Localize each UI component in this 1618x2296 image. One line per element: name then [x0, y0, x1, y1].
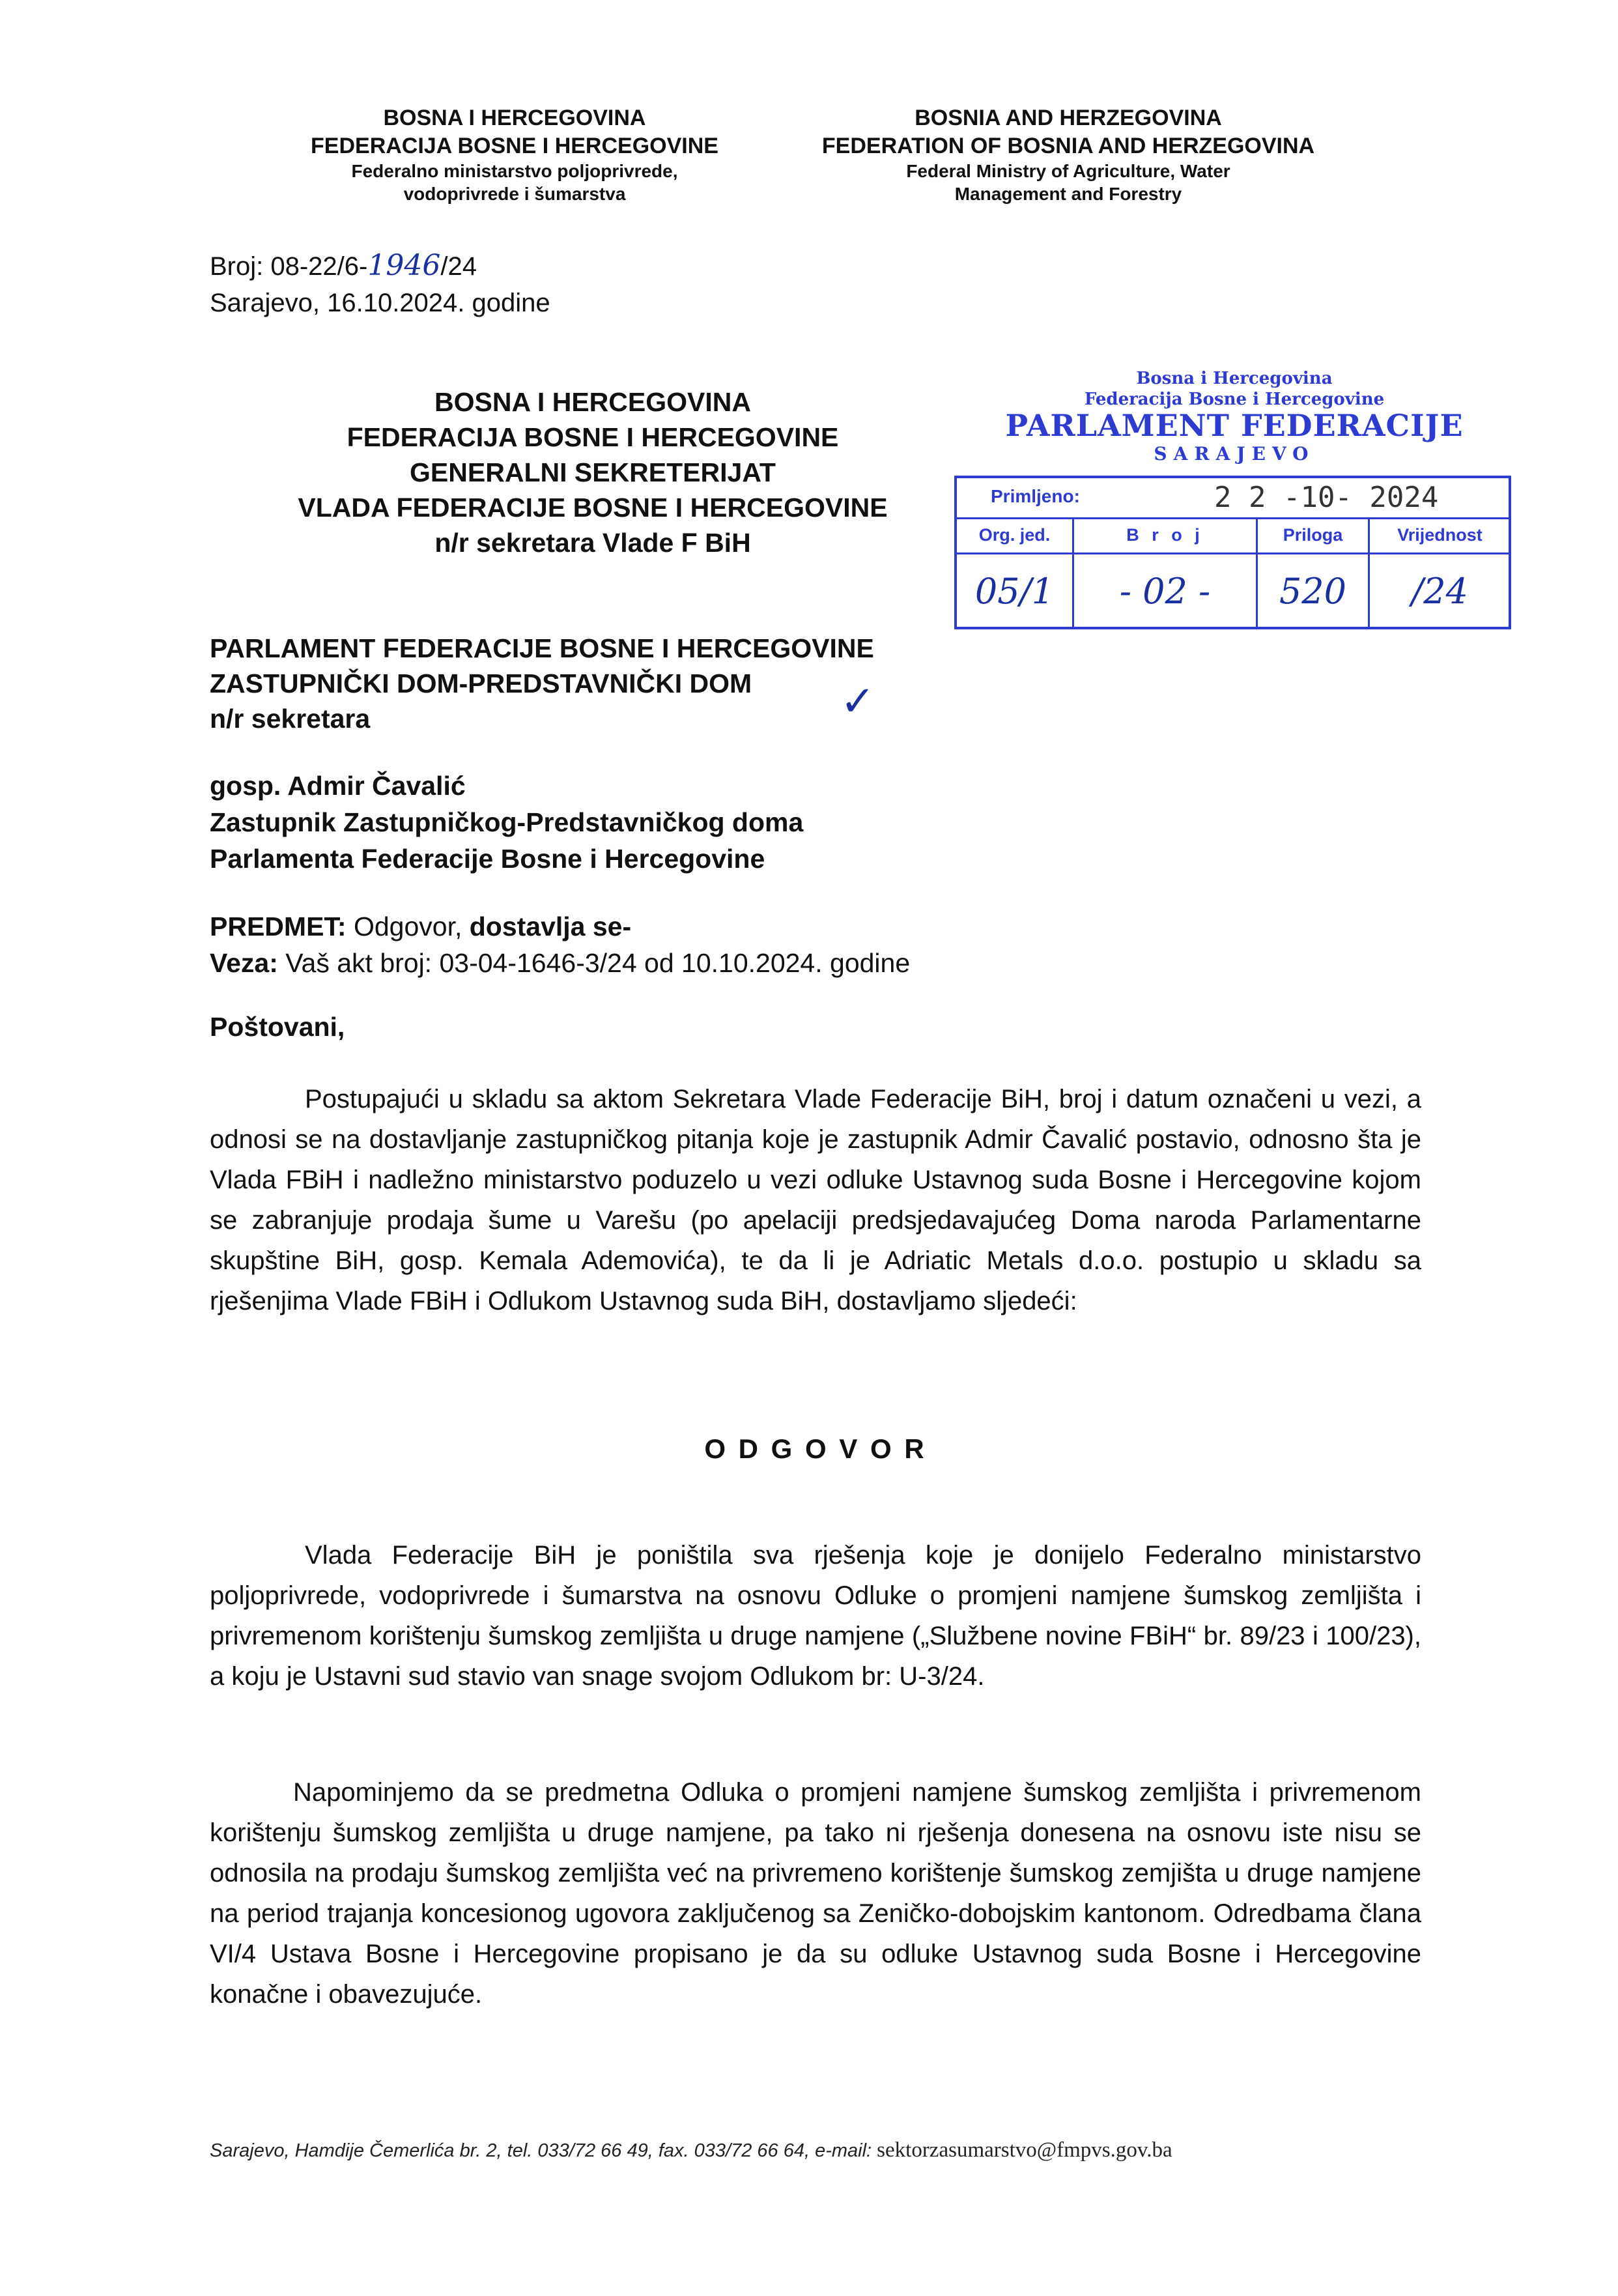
- stamp-table: [954, 476, 1511, 629]
- stamp-col-org: Org. jed.: [957, 517, 1074, 552]
- stamp-col-vrijednost: Vrijednost: [1397, 524, 1483, 545]
- stamp-line4: SARAJEVO: [1154, 443, 1315, 465]
- paragraph-answer-1: Vlada Federacije BiH je poništila sva rješenja koje je donijelo Federalno ministarstvo poljoprivrede, vodoprivrede i šumarstva na osnovu Odluke o promjeni namjene šumskog zemljišta i privremenom korištenju šumskog zemljišta u druge namjene („Službene novine FBiH“ br. 89/23 i 100/23), a koju je Ustavni sud stavio van snage svojom Odlukom br: U-3/24.: [210, 1541, 1421, 1691]
- stamp-val-broj: - 02 -: [1074, 552, 1258, 629]
- stamp-header-row: [957, 517, 1509, 554]
- odgovor-title: O D G O V O R: [704, 1433, 927, 1464]
- stamp-line1: Bosna i Hercegovina: [1136, 369, 1333, 388]
- recipient-parliament-line2: ZASTUPNIČKI DOM-PREDSTAVNIČKI DOM: [210, 668, 752, 698]
- letterhead-left-line2: FEDERACIJA BOSNE I HERCEGOVINE: [311, 133, 718, 158]
- reference-number-handwritten: 1946: [367, 249, 441, 282]
- letterhead-right: [788, 104, 1348, 205]
- letterhead-right-line1: BOSNIA AND HERZEGOVINA: [915, 106, 1222, 130]
- letterhead-right-line3: Federal Ministry of Agriculture, Water: [906, 161, 1230, 181]
- stamp-col-priloga: Priloga: [1258, 517, 1370, 552]
- stamp-received-row: [957, 478, 1509, 519]
- reference-number-suffix: /24: [440, 252, 477, 281]
- stamp-value-row: [957, 552, 1509, 629]
- subject-predmet-label: PREDMET:: [210, 911, 347, 941]
- subject-predmet: [210, 908, 1447, 945]
- paragraph-intro: Postupajući u skladu sa aktom Sekretara Vlade Federacije BiH, broj i datum označeni u vezi, a odnosi se na dostavljanje zastupničkog pitanja koje je zastupnik Admir Čavalić postavio, odnosno šta je Vlada FBiH i nadležno ministarstvo poduzelo u vezi odluke Ustavnog suda Bosne i Hercegovine kojom se zabranjuje prodaja šume u Varešu (po apelaciji predsjedavajućeg Doma naroda Parlamentarne skupštine BiH, gosp. Kemala Ademovića), te da li je Adriatic Metals d.o.o. postupio u skladu sa rješenjima Vlade FBiH i Odlukom Ustavnog suda BiH, dostavljamo sljedeći:: [210, 1085, 1421, 1315]
- reference-place-date: Sarajevo, 16.10.2024. godine: [210, 289, 550, 317]
- reference-number: [210, 248, 796, 285]
- checkmark-icon: ✓: [840, 678, 875, 726]
- salutation: Poštovani,: [210, 1012, 345, 1042]
- subject-predmet-bold: dostavlja se-: [469, 911, 632, 941]
- paragraph-answer-2: Napominjemo da se predmetna Odluka o promjeni namjene šumskog zemljišta i privremenom korištenju šumskog zemljišta u druge namjene, pa tako ni rješenja donesena na osnovu iste nisu se odnosila na prodaju šumskog zemljišta već na privremeno korištenje šumskog zemjišta u druge namjene na period trajanja koncesionog ugovora zaključenog sa Zeničko-dobojskim kantonom. Odredbama člana VI/4 Ustava Bosne i Hercegovine propisano je da su odluke Ustavnog suda Bosne i Hercegovine konačne i obavezujuće.: [210, 1778, 1421, 2009]
- reference-number-prefix: Broj: 08-22/6-: [210, 252, 368, 281]
- recipient-government-line1: BOSNA I HERCEGOVINA: [434, 387, 751, 417]
- letterhead-right-line4: Management and Forestry: [954, 184, 1182, 204]
- subject-block: [210, 908, 1447, 981]
- recipient-government: [234, 384, 951, 560]
- reference-block: [210, 248, 796, 321]
- subject-veza-text: Vaš akt broj: 03-04-1646-3/24 od 10.10.2024. godine: [277, 948, 911, 978]
- reception-stamp: [954, 365, 1514, 639]
- stamp-val-vrijednost: /24: [1412, 570, 1468, 612]
- stamp-line2: Federacija Bosne i Hercegovine: [1084, 390, 1385, 409]
- stamp-val-priloga: 520: [1258, 552, 1370, 629]
- stamp-received-label: Primljeno:: [991, 486, 1080, 506]
- footer: [210, 2138, 1447, 2162]
- stamp-val-org: 05/1: [957, 552, 1074, 629]
- footer-address: Sarajevo, Hamdije Čemerlića br. 2, tel. 033/72 66 49, fax. 033/72 66 64, e-mail:: [210, 2140, 877, 2161]
- subject-predmet-text: Odgovor,: [346, 911, 470, 941]
- footer-email: sektorzasumarstvo@fmpvs.gov.ba: [877, 2138, 1172, 2162]
- recipient-parliament-line1: PARLAMENT FEDERACIJE BOSNE I HERCEGOVINE: [210, 633, 874, 663]
- recipient-government-line2: FEDERACIJA BOSNE I HERCEGOVINE: [347, 422, 839, 452]
- stamp-line3: PARLAMENT FEDERACIJE: [1005, 408, 1464, 443]
- recipient-person: [210, 768, 1057, 877]
- stamp-col-broj: B r o j: [1074, 517, 1258, 552]
- recipient-government-line5: n/r sekretara Vlade F BiH: [434, 528, 751, 558]
- recipient-person-line2: Zastupnik Zastupničkog-Predstavničkog doma: [210, 807, 804, 837]
- recipient-person-name: gosp. Admir Čavalić: [210, 771, 466, 801]
- subject-veza-label: Veza:: [210, 948, 278, 978]
- letterhead-left-line1: BOSNA I HERCEGOVINA: [383, 106, 646, 130]
- letterhead-right-line2: FEDERATION OF BOSNIA AND HERZEGOVINA: [821, 133, 1315, 158]
- subject-veza: [210, 945, 1447, 981]
- letterhead-left-line4: vodoprivrede i šumarstva: [403, 184, 626, 204]
- letterhead-left-line3: Federalno ministarstvo poljoprivrede,: [351, 161, 678, 181]
- recipient-person-line3: Parlamenta Federacije Bosne i Hercegovine: [210, 844, 765, 874]
- letterhead-left: [280, 104, 749, 205]
- stamp-received-date: 2 2 -10- 2024: [1214, 481, 1439, 514]
- recipient-government-line4: VLADA FEDERACIJE BOSNE I HERCEGOVINE: [298, 493, 888, 523]
- recipient-parliament-line3: n/r sekretara: [210, 704, 371, 734]
- recipient-government-line3: GENERALNI SEKRETERIJAT: [410, 457, 776, 487]
